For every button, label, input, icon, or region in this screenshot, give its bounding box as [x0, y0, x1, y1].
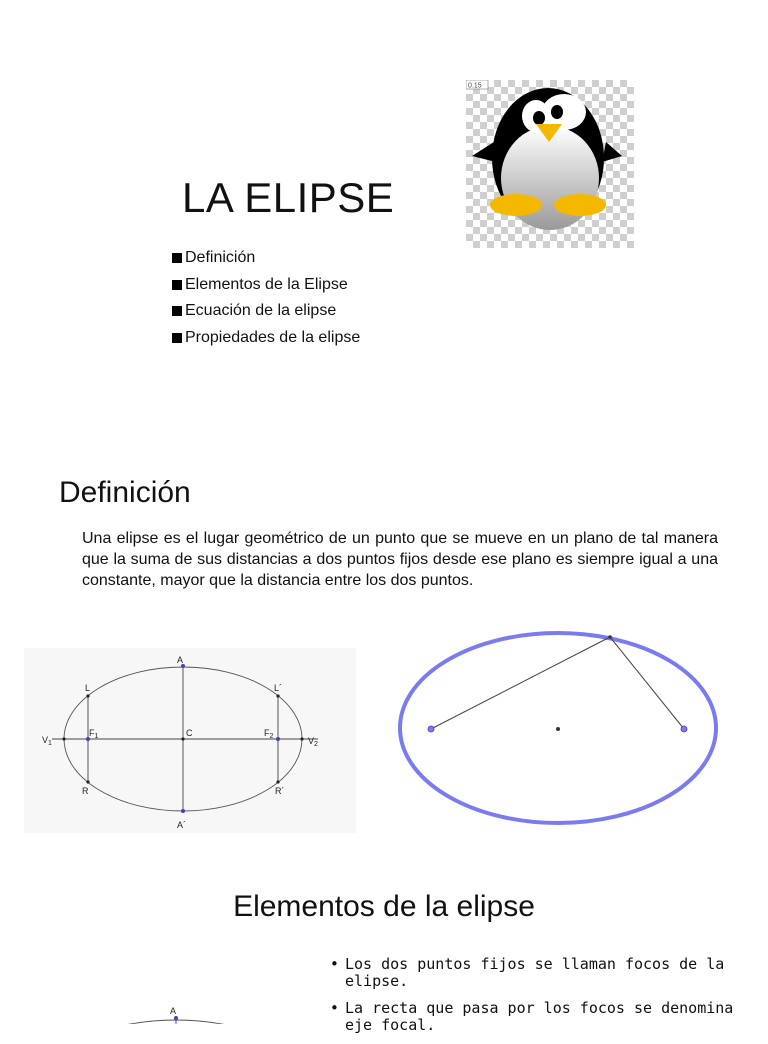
penguin-image [466, 80, 634, 248]
ellipse-elements-diagram [24, 648, 356, 833]
label-l: L [85, 683, 91, 693]
badge-text: 0.15 [468, 82, 482, 90]
label-r-prime: R´ [275, 786, 285, 796]
list-item: Propiedades de la elipse [172, 328, 360, 355]
elements-list [328, 956, 748, 1044]
label-r: R [82, 786, 89, 796]
label-f1: $F_1$ [89, 728, 99, 740]
list-item: Definición [172, 248, 360, 275]
label-a-prime: A´ [177, 820, 186, 830]
square-bullet-icon [172, 253, 182, 263]
square-bullet-icon [172, 280, 182, 290]
ellipse-string-diagram [390, 625, 726, 830]
label-c: C [186, 728, 193, 738]
label-a: A [170, 1006, 177, 1016]
label-l-prime: L´ [274, 683, 283, 693]
slide-title: LA ELIPSE [182, 174, 395, 221]
topic-list [172, 248, 360, 354]
list-item: Elementos de la Elipse [172, 275, 360, 302]
list-item: Ecuación de la elipse [172, 301, 360, 328]
definition-text: Una elipse es el lugar geométrico de un punto que se mueve en un plano de tal manera que la suma de sus distancias a dos puntos fijos desde ese plano es siempre igual a una constante, mayor que la distancia entre los dos puntos. [82, 530, 718, 589]
label-f2: $F_2$ [264, 728, 274, 740]
section-title: Definición [59, 476, 191, 509]
square-bullet-icon [172, 333, 182, 343]
label-a: A [177, 655, 184, 665]
section-title: Elementos de la elipse [233, 890, 535, 923]
list-item: • La recta que pasa por los focos se denomina eje focal. [328, 1000, 748, 1034]
ellipse-elements-diagram-partial [110, 1000, 250, 1024]
list-item: • Los dos puntos fijos se llaman focos de la elipse. [328, 956, 748, 990]
label-v1: $V_1$ [42, 735, 52, 747]
square-bullet-icon [172, 306, 182, 316]
label-v2: $V_2$ [308, 736, 318, 748]
